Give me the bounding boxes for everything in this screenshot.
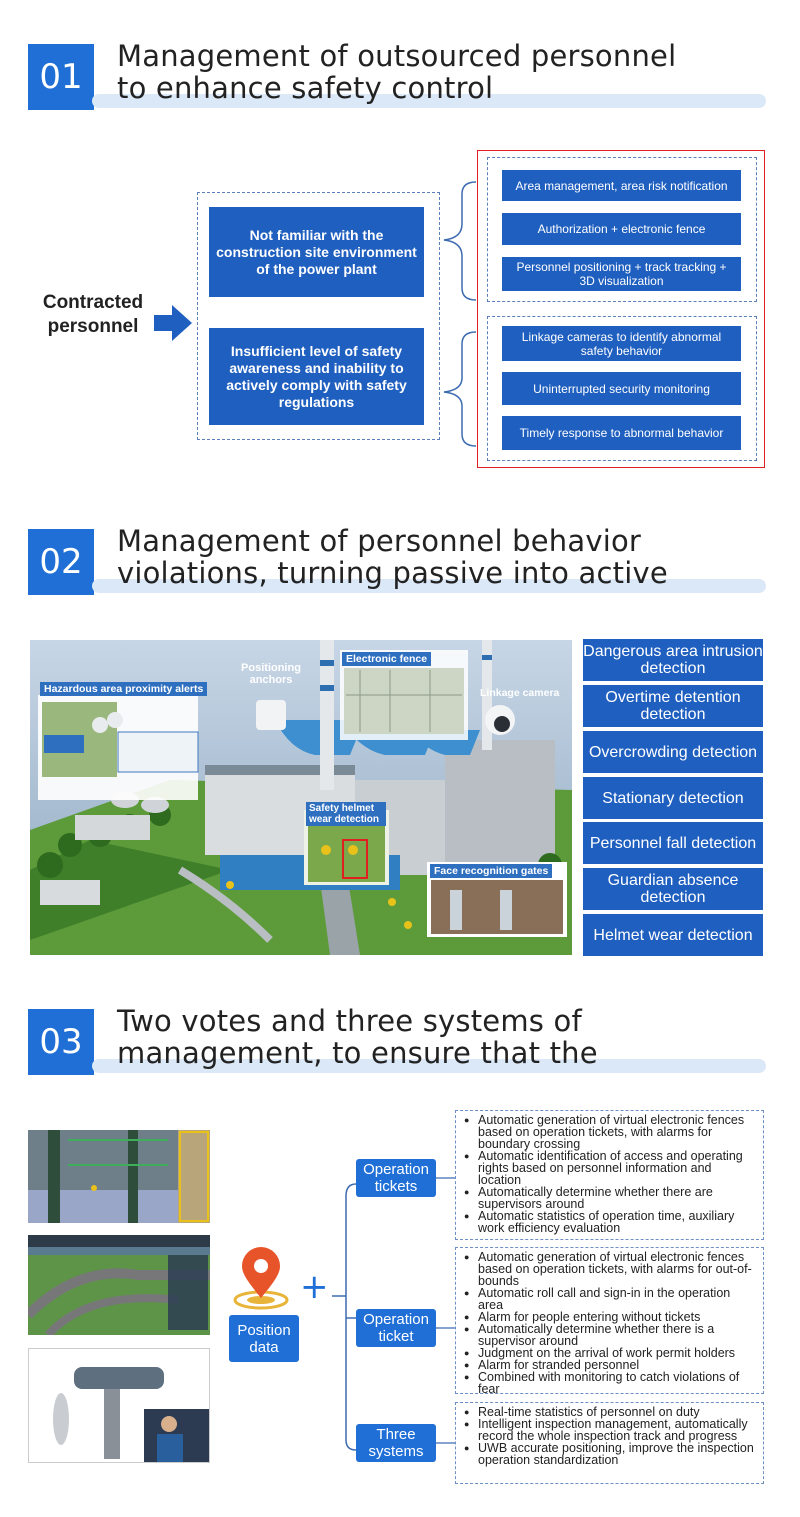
- measure-box: Uninterrupted security monitoring: [502, 372, 741, 405]
- section-title-line: violations, turning passive into active: [117, 556, 668, 590]
- section-title: [117, 40, 676, 104]
- bullet-item: ● Intelligent inspection management, automatically record the whole inspection track and progress: [464, 1418, 757, 1442]
- scene-label-anchors: Positioning anchors: [241, 662, 301, 686]
- section-title-line: management, to ensure that the: [117, 1036, 598, 1070]
- bullet-box: [455, 1110, 764, 1240]
- bullet-item: ● Automatically determine whether there is a supervisor around: [464, 1323, 757, 1347]
- problem-box: Not familiar with the construction site environment of the power plant: [209, 207, 424, 297]
- bullet-box: [455, 1402, 764, 1484]
- section-title: [117, 525, 668, 589]
- detection-item: Guardian absence detection: [583, 868, 763, 910]
- inspection-image-3: [28, 1348, 210, 1463]
- bullet-item: ● Automatic identification of access and operating rights based on personnel information and location: [464, 1150, 757, 1186]
- bullet-box: [455, 1247, 764, 1394]
- section-number: 03: [39, 1022, 83, 1062]
- bullet-item: ● Automatic statistics of operation time, auxiliary work efficiency evaluation: [464, 1210, 757, 1234]
- section-title-line: Management of personnel behavior: [117, 524, 642, 558]
- section-number: 01: [39, 57, 83, 97]
- detection-item: Personnel fall detection: [583, 822, 763, 864]
- detection-item: Dangerous area intrusion detection: [583, 639, 763, 681]
- bullet-item: ● Alarm for people entering without tickets: [464, 1311, 757, 1323]
- plus-icon: +: [300, 1267, 329, 1307]
- scene-label-face: Face recognition gates: [430, 864, 552, 878]
- bullet-item: ● Alarm for stranded personnel: [464, 1359, 757, 1371]
- inspection-image-2: [28, 1235, 210, 1335]
- scene-label-helmet: Safety helmet wear detection: [306, 802, 386, 826]
- section-number: 02: [39, 542, 83, 582]
- section-title-line: Two votes and three systems of: [117, 1004, 582, 1038]
- bullet-item: ● Automatic generation of virtual electronic fences based on operation tickets, with alarms for out-of-bounds: [464, 1251, 757, 1287]
- section-title-line: Management of outsourced personnel: [117, 39, 677, 73]
- scene-label-camera: Linkage camera: [480, 687, 560, 699]
- group-label: Three systems: [356, 1424, 436, 1462]
- location-pin-icon: [228, 1246, 294, 1310]
- detection-item: Overcrowding detection: [583, 731, 763, 773]
- measure-box: Authorization + electronic fence: [502, 213, 741, 245]
- section-number-badge: [28, 44, 94, 110]
- bullet-item: ● Judgment on the arrival of work permit holders: [464, 1347, 757, 1359]
- bullet-item: ● Combined with monitoring to catch violations of fear: [464, 1371, 757, 1395]
- right-arrow-icon: [154, 303, 192, 343]
- bullet-item: ● Automatically determine whether there are supervisors around: [464, 1186, 757, 1210]
- scene-label-hazard: Hazardous area proximity alerts: [40, 682, 207, 696]
- power-plant-scene: [30, 640, 572, 955]
- measure-box: Timely response to abnormal behavior: [502, 416, 741, 450]
- section-title-line: to enhance safety control: [117, 71, 494, 105]
- subject-label: Contracted personnel: [42, 292, 144, 337]
- bracket-connector: [440, 180, 480, 450]
- bullet-item: ● UWB accurate positioning, improve the inspection operation standardization: [464, 1442, 757, 1466]
- inspection-image-1: [28, 1130, 210, 1223]
- position-data-label: Position data: [229, 1315, 299, 1362]
- measure-box: Linkage cameras to identify abnormal safety behavior: [502, 326, 741, 361]
- detection-item: Overtime detention detection: [583, 685, 763, 727]
- problem-box: Insufficient level of safety awareness and inability to actively comply with safety regulations: [209, 328, 424, 425]
- bullet-item: ● Automatic generation of virtual electronic fences based on operation tickets, with alarms for boundary crossing: [464, 1114, 757, 1150]
- section-number-badge: [28, 529, 94, 595]
- section-title: [117, 1005, 598, 1069]
- section-number-badge: [28, 1009, 94, 1075]
- detection-item: Stationary detection: [583, 777, 763, 819]
- measure-box: Personnel positioning + track tracking + 3D visualization: [502, 257, 741, 291]
- label-connectors: [436, 1170, 456, 1470]
- bullet-item: ● Real-time statistics of personnel on duty: [464, 1406, 757, 1418]
- group-label: Operation ticket: [356, 1309, 436, 1347]
- group-label: Operation tickets: [356, 1159, 436, 1197]
- scene-label-fence: Electronic fence: [342, 652, 431, 666]
- measure-box: Area management, area risk notification: [502, 170, 741, 201]
- bullet-item: ● Automatic roll call and sign-in in the operation area: [464, 1287, 757, 1311]
- detection-item: Helmet wear detection: [583, 914, 763, 956]
